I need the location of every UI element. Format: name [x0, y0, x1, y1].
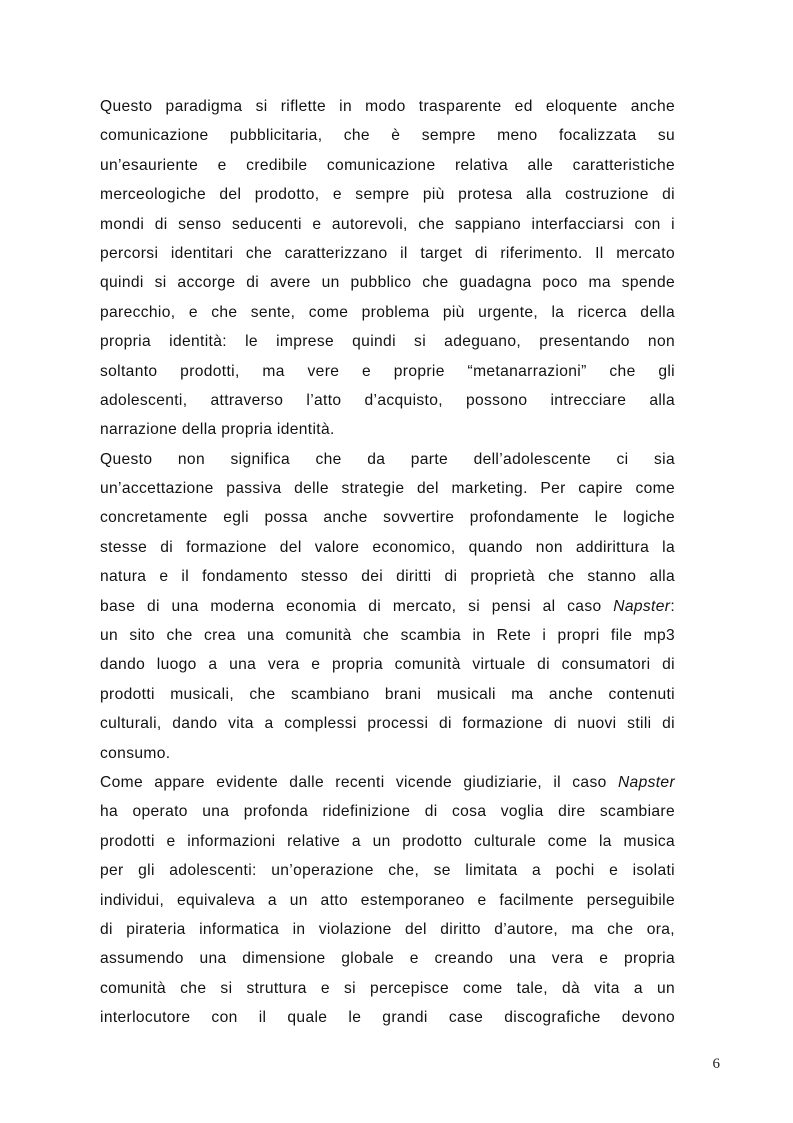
text-line: narrazione della propria identità. — [100, 421, 335, 439]
italic-term: Napster — [617, 773, 675, 791]
text-line: propria identità: le imprese quindi si adeguano, presentando non — [100, 333, 675, 351]
text-line: un sito che crea una comunità che scambia in Rete i propri file mp3 — [100, 627, 675, 645]
text-line: merceologiche del prodotto, e sempre più protesa alla costruzione di — [100, 186, 675, 204]
text-line: prodotti e informazioni relative a un prodotto culturale come la musica — [100, 832, 675, 850]
page-number: 6 — [712, 1056, 720, 1072]
text-line: un’accettazione passiva delle strategie del marketing. Per capire come — [100, 480, 675, 498]
italic-term: Napster — [613, 597, 671, 615]
text-line: ha operato una profonda ridefinizione di cosa voglia dire scambiare — [100, 803, 675, 821]
text-line: individui, equivaleva a un atto estemporaneo e facilmente perseguibile — [100, 891, 675, 909]
text-line: adolescenti, attraverso l’atto d’acquisto, possono intrecciare alla — [100, 391, 675, 409]
text-line: dando luogo a una vera e propria comunità virtuale di consumatori di — [100, 656, 675, 674]
text-line: consumo. — [100, 744, 171, 762]
text-line: percorsi identitari che caratterizzano il target di riferimento. Il mercato — [100, 244, 675, 262]
text-line: soltanto prodotti, ma vere e proprie “metanarrazioni” che gli — [100, 362, 675, 380]
text-line: concretamente egli possa anche sovvertire profondamente le logiche — [100, 509, 675, 527]
text-line: base di una moderna economia di mercato, si pensi al caso Napster: — [100, 597, 675, 615]
text-line: quindi si accorge di avere un pubblico che guadagna poco ma spende — [100, 274, 675, 292]
text-line: assumendo una dimensione globale e creando una vera e propria — [100, 950, 675, 968]
text-line: parecchio, e che sente, come problema più urgente, la ricerca della — [100, 303, 675, 321]
text-line: mondi di senso seducenti e autorevoli, che sappiano interfacciarsi con i — [100, 215, 675, 233]
text-line: Come appare evidente dalle recenti vicende giudiziarie, il caso Napster — [100, 773, 675, 791]
text-line: per gli adolescenti: un’operazione che, se limitata a pochi e isolati — [100, 862, 675, 880]
text-line: Questo non significa che da parte dell’adolescente ci sia — [100, 450, 675, 468]
text-line: comunità che si struttura e si percepisce come tale, dà vita a un — [100, 979, 675, 997]
body-text — [100, 92, 675, 1033]
text-line: di pirateria informatica in violazione del diritto d’autore, ma che ora, — [100, 920, 675, 938]
text-line: culturali, dando vita a complessi processi di formazione di nuovi stili di — [100, 715, 675, 733]
text-line: prodotti musicali, che scambiano brani musicali ma anche contenuti — [100, 685, 675, 703]
text-line: un’esauriente e credibile comunicazione relativa alle caratteristiche — [100, 156, 675, 174]
text-line: Questo paradigma si riflette in modo trasparente ed eloquente anche — [100, 98, 675, 115]
text-line: interlocutore con il quale le grandi case discografiche devono — [100, 1009, 675, 1027]
text-line: comunicazione pubblicitaria, che è sempre meno focalizzata su — [100, 127, 675, 145]
text-line: stesse di formazione del valore economico, quando non addirittura la — [100, 538, 675, 556]
text-line: natura e il fondamento stesso dei diritti di proprietà che stanno alla — [100, 568, 675, 586]
